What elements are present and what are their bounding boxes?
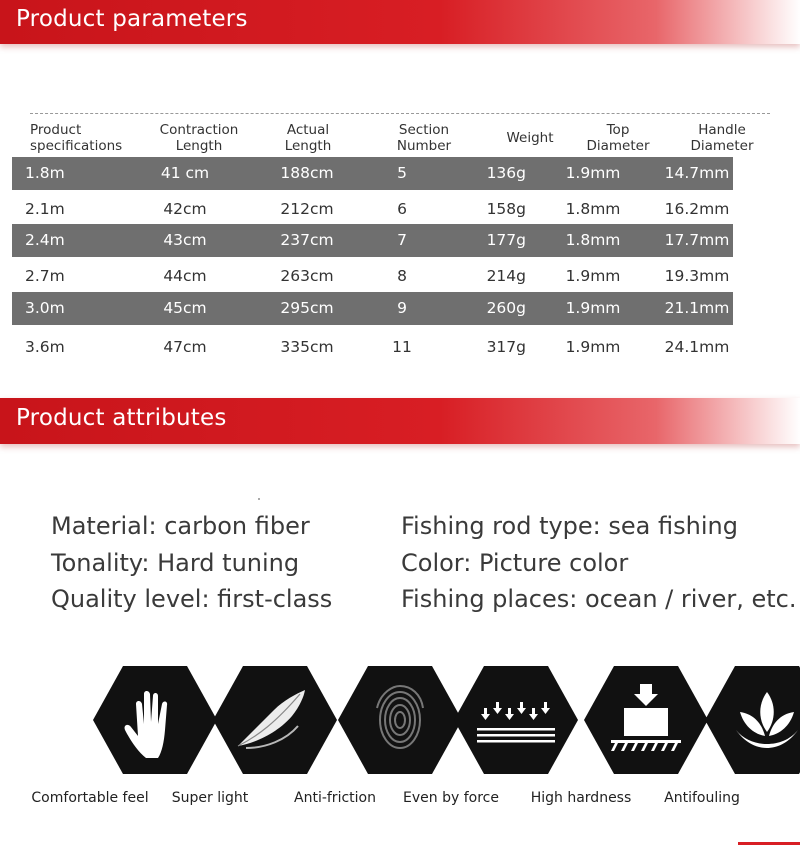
header-cell — [382, 122, 466, 154]
parameters-title: Product parameters — [16, 6, 248, 32]
table-row — [12, 157, 733, 190]
table-cell: 136g — [486, 164, 526, 182]
attribute-color: Color: Picture color — [401, 548, 629, 577]
feature-label: High hardness — [530, 790, 632, 806]
leaf-icon — [702, 664, 800, 776]
attributes-left-column — [51, 508, 332, 618]
feather-icon — [210, 664, 340, 776]
table-cell: 1.9mm — [565, 267, 621, 285]
header-cell — [30, 122, 123, 154]
table-cell: 317g — [486, 338, 526, 356]
header-line: Product — [30, 122, 82, 138]
feature-label: Super light — [171, 790, 249, 806]
table-row — [12, 224, 733, 257]
table-cell: 1.9mm — [565, 164, 621, 182]
table-cell: 45cm — [163, 299, 207, 317]
feature-label: Antifouling — [664, 790, 740, 806]
table-cell: 43cm — [163, 231, 207, 249]
table-cell: 1.9mm — [565, 338, 621, 356]
table-row — [12, 193, 733, 226]
header-cell — [154, 122, 244, 154]
table-cell: 24.1mm — [664, 338, 730, 356]
table-cell: 44cm — [163, 267, 207, 285]
attribute-rod-type: Fishing rod type: sea fishing — [401, 512, 738, 540]
header-cell — [682, 122, 762, 154]
attribute-places: Fishing places: ocean / river, etc. — [401, 585, 797, 613]
table-row — [12, 331, 733, 364]
table-cell: 3.6m — [25, 338, 65, 356]
table-cell: 8 — [397, 267, 407, 285]
table-cell: 212cm — [280, 200, 334, 218]
header-line: Contraction — [159, 122, 239, 138]
table-cell: 1.8mm — [565, 231, 621, 249]
table-top-divider — [30, 113, 770, 114]
parameters-table — [30, 116, 770, 158]
header-line: Section — [398, 122, 450, 138]
table-cell: 7 — [397, 231, 407, 249]
header-line: Handle — [698, 122, 746, 138]
parameters-banner — [0, 0, 800, 44]
attribute-material: Material: carbon fiber — [51, 512, 310, 540]
table-cell: 14.7mm — [664, 164, 730, 182]
table-cell: 158g — [486, 200, 526, 218]
table-cell: 295cm — [280, 299, 334, 317]
hand-icon — [90, 664, 220, 776]
table-cell: 47cm — [163, 338, 207, 356]
feature-icons-row — [0, 660, 800, 845]
table-cell: 2.4m — [25, 231, 65, 249]
table-cell: 2.7m — [25, 267, 65, 285]
attribute-tonality: Tonality: Hard tuning — [51, 548, 300, 577]
table-cell: 41 cm — [160, 164, 210, 182]
table-cell: 42cm — [163, 200, 207, 218]
table-cell: 188cm — [280, 164, 334, 182]
header-cell — [578, 122, 658, 154]
table-cell: 1.9mm — [565, 299, 621, 317]
attributes-banner — [0, 398, 800, 444]
table-cell: 21.1mm — [664, 299, 730, 317]
header-line: Top — [606, 122, 630, 138]
header-cell — [265, 122, 351, 154]
table-header — [30, 116, 770, 158]
header-line: Weight — [506, 130, 554, 146]
table-cell: 214g — [486, 267, 526, 285]
press-icon — [581, 664, 711, 776]
header-line: Actual — [286, 122, 330, 138]
header-line: Number — [396, 138, 452, 154]
table-cell: 17.7mm — [664, 231, 730, 249]
table-cell: 19.3mm — [664, 267, 730, 285]
fingerprint-icon — [335, 664, 465, 776]
speck — [258, 498, 260, 500]
feature-label: Anti-friction — [294, 790, 376, 806]
table-cell: 2.1m — [25, 200, 65, 218]
table-cell: 177g — [486, 231, 526, 249]
table-cell: 260g — [486, 299, 526, 317]
table-cell: 3.0m — [25, 299, 65, 317]
table-row — [12, 260, 733, 293]
table-cell: 9 — [397, 299, 407, 317]
attributes-title: Product attributes — [16, 405, 227, 431]
header-line: Diameter — [690, 138, 754, 154]
table-cell: 6 — [397, 200, 407, 218]
force-arrows-icon — [451, 664, 581, 776]
table-cell: 1.8m — [25, 164, 65, 182]
table-cell: 263cm — [280, 267, 334, 285]
table-cell: 16.2mm — [664, 200, 730, 218]
feature-label: Even by force — [403, 790, 499, 806]
table-cell: 5 — [397, 164, 407, 182]
header-line: Diameter — [586, 138, 650, 154]
header-line: Length — [284, 138, 332, 154]
table-cell: 1.8mm — [565, 200, 621, 218]
header-line: specifications — [30, 138, 123, 154]
header-line: Length — [175, 138, 223, 154]
table-cell: 11 — [392, 338, 412, 356]
attributes-right-column — [401, 508, 797, 618]
feature-label: Comfortable feel — [31, 790, 149, 806]
table-cell: 237cm — [280, 231, 334, 249]
attribute-quality: Quality level: first-class — [51, 585, 333, 613]
table-row — [12, 292, 733, 325]
header-cell — [496, 130, 564, 146]
table-cell: 335cm — [280, 338, 334, 356]
